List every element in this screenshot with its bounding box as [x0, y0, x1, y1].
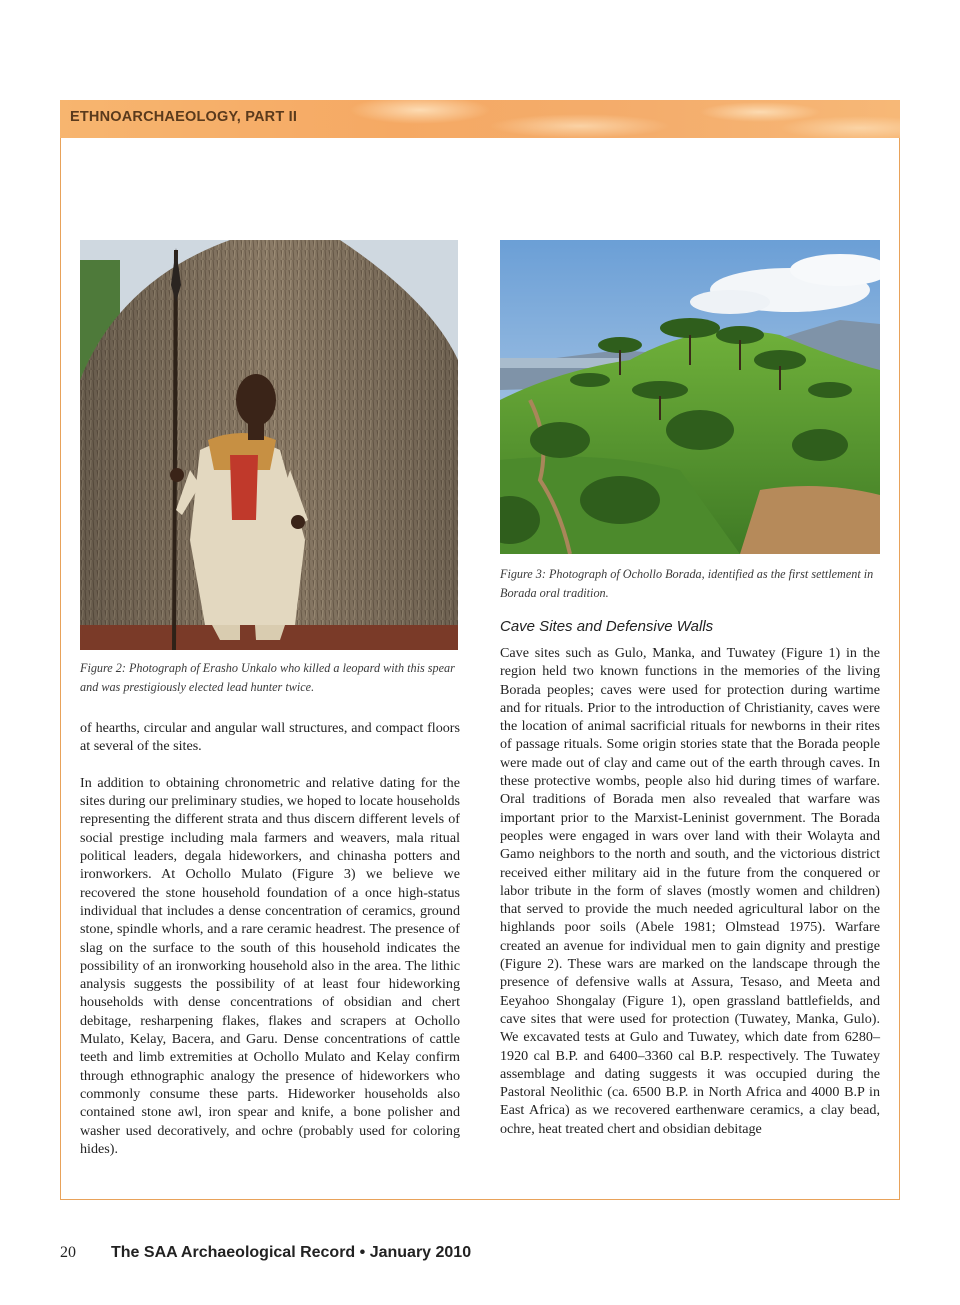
- section-heading: Cave Sites and Defensive Walls: [500, 618, 714, 635]
- page-number: 20: [60, 1244, 76, 1261]
- figure-2-caption: Figure 2: Photograph of Erasho Unkalo who killed a leopard with this spear and was prestigiously elected lead hunter twice.: [80, 661, 455, 694]
- section-banner: [60, 100, 900, 138]
- body-paragraph: Cave sites such as Gulo, Manka, and Tuwatey (Figure 1) in the region held two known functions in the memories of the living Borada peoples; caves were used for protection during wartime and for rituals. Prior to the introduction of Christianity, caves were the location of animal sacrificial rituals for newborns in their rites of passage rituals. Some origin stories state that the Borada people were made out of clay and came out of the earth through caves. In these protective wombs, people also hid during times of warfare. Oral traditions of Borada men also revealed that warfare was important prior to the Marxist-Leninist government. The Borada peoples were engaged in wars over land with their Wolayta and Gamo neighbors to the north and south, and the victorious district received either military aid in the future from the conquered or labor tribute in the form of slaves (mostly women and children) that served to provide the much needed agricultural labor on the highlands poor soils (Abele 1981; Olmstead 1975). Warfare created an avenue for individual men to gain dignity and prestige (Figure 2). These wars are marked on the landscape through the presence of defensive walls at Assura, Tesaso, and Meeta and Eeyahoo Shongalay (Figure 1), open grassland battlefields, and cave sites that were used for protection (Tuwatey, Manka, Gulo). We excavated tests at Gulo and Tuwatey, which date from 6280–1920 cal B.P. and 6400–3360 cal B.P. respectively. The Tuwatey assemblage and dating suggests it was occupied during the Pastoral Neolithic (ca. 6500 B.P. in North Africa and 4000 B.P in East Africa) as we recovered earthenware ceramics, a clay bead, ochre, heat treated chert and obsidian debitage: [500, 645, 880, 1137]
- body-paragraph: In addition to obtaining chronometric and relative dating for the sites during our preliminary studies, we hoped to locate households representing the different strata and thus discern different levels of social prestige including mala farmers and weavers, mala ritual political leaders, degala hideworkers, and chinasha potters and ironworkers. At Ochollo Mulato (Figure 3) we believe we recovered the stone household foundation of a once high-status individual that includes a dense concentration of ceramics, ground stone, spindle whorls, and a rare ceramic headrest. The presence of slag on the surface to the south of this household indicates the possibility of an ironworking household also in the area. The lithic analysis suggests the possibility of at least four hideworking households with dense concentrations of obsidian and chert debitage, resharpening flakes, flakes and scrapers at Ochollo Mulato, Kelay, Bacera, and Garu. Dense concentrations of cattle teeth and limb extremities at Ochollo Mulato and Kelay confirm through ethnographic analogy the presence of hideworkers who commonly consume these parts. Hideworker households also contained stone awl, iron spear and knife, a bone polisher and washer used decoratively, and ochre (probably used for coloring hides).: [80, 774, 460, 1157]
- figure-2-photo: [80, 240, 458, 650]
- section-label: ETHNOARCHAEOLOGY, PART II: [70, 109, 298, 125]
- figure-3-photo: [500, 240, 880, 554]
- publication-title: The SAA Archaeological Record • January 2010: [111, 1244, 472, 1261]
- figure-3-caption: Figure 3: Photograph of Ochollo Borada, identified as the first settlement in Borada oral tradition.: [500, 567, 874, 600]
- right-column-text: [500, 644, 880, 1138]
- left-column-text: [80, 719, 460, 1158]
- body-paragraph: of hearths, circular and angular wall structures, and compact floors at several of the sites.: [80, 720, 460, 755]
